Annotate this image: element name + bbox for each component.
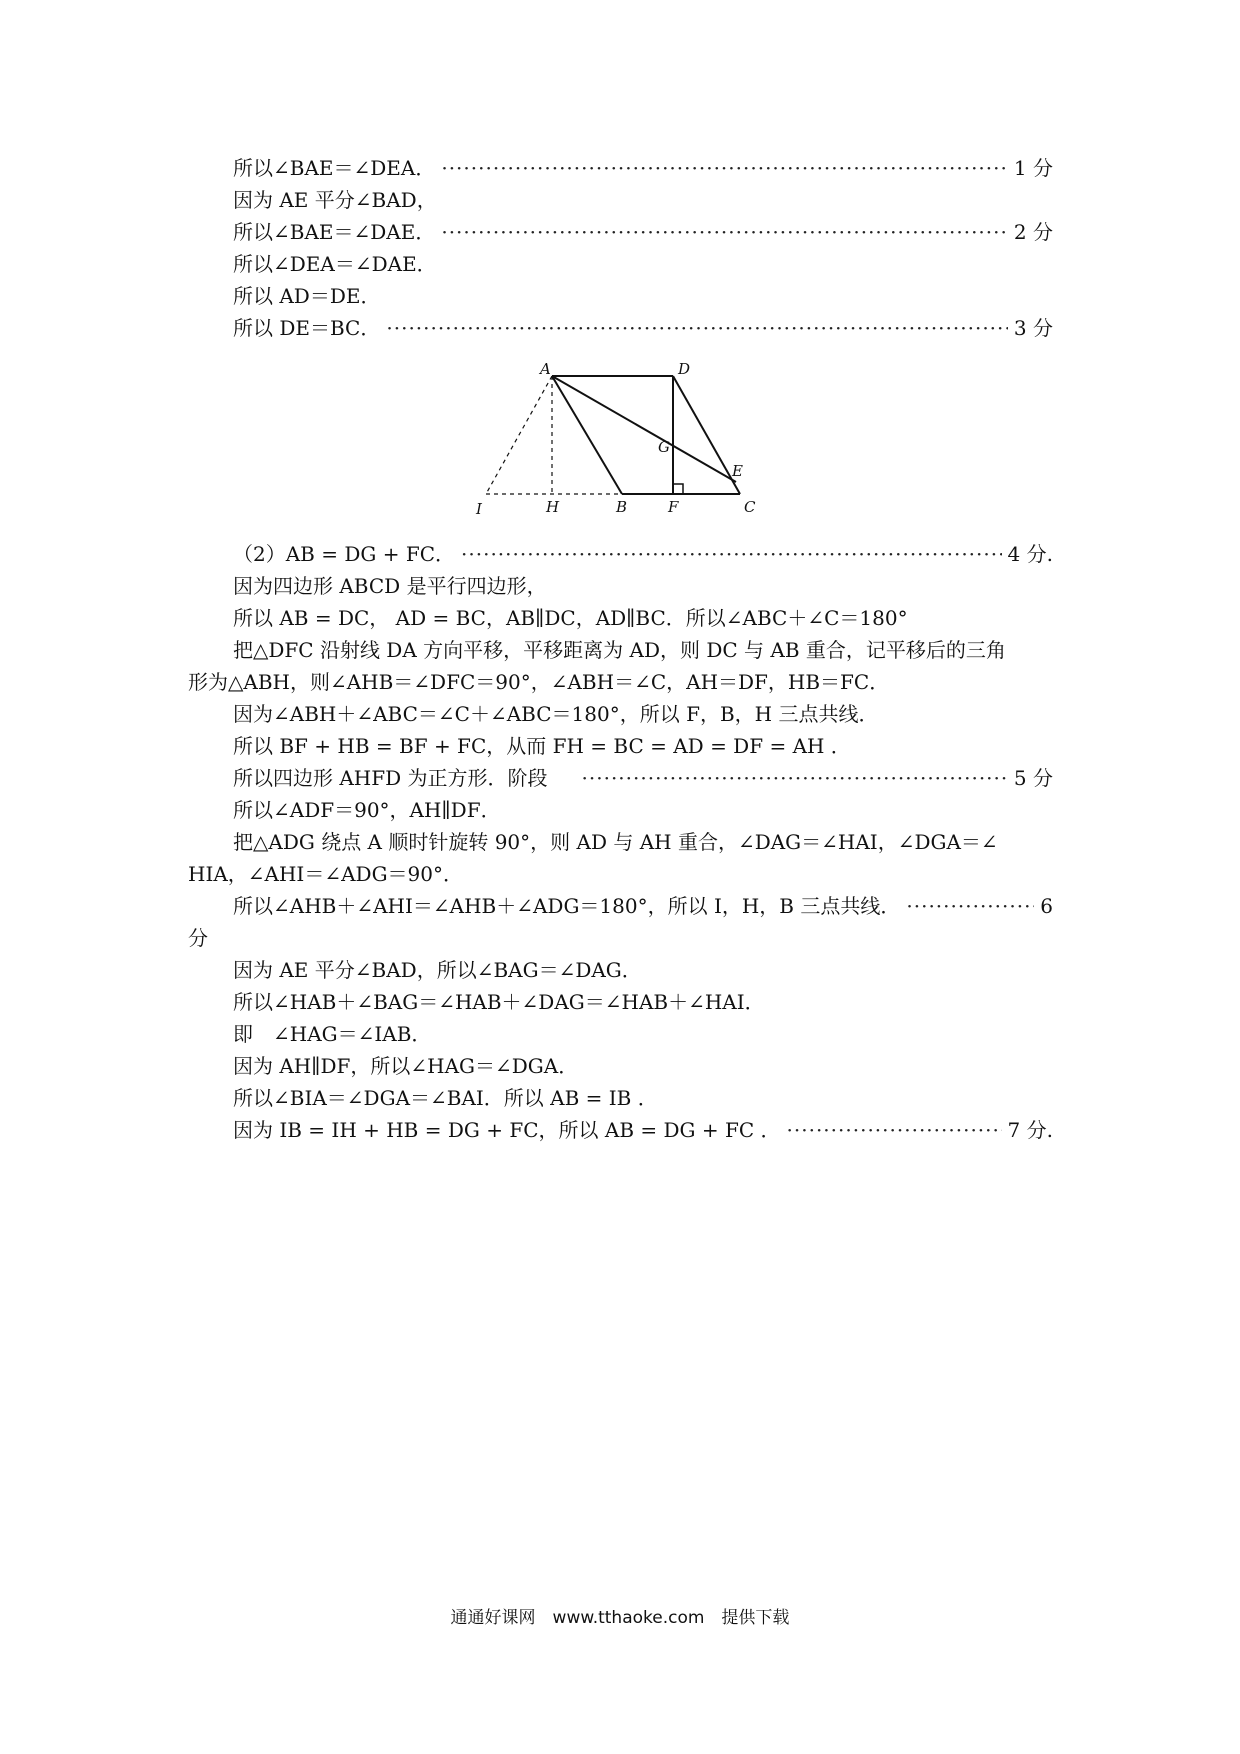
right-angle-mark bbox=[673, 484, 683, 494]
score-label: 6 bbox=[1040, 894, 1053, 918]
score-label: 1 分 bbox=[1013, 156, 1053, 180]
segment-AI-dashed bbox=[486, 376, 552, 494]
page-footer: 通通好课网 www.tthaoke.com 提供下载 bbox=[450, 1608, 790, 1628]
point-label-G: G bbox=[658, 438, 670, 456]
score-label: 7 分. bbox=[1007, 1118, 1053, 1142]
solution-line-8: 因为四边形 ABCD 是平行四边形， bbox=[233, 574, 547, 598]
dot-leader bbox=[441, 152, 1008, 184]
solution-line-3: 所以∠BAE＝∠DAE． ····· 2 分 bbox=[233, 216, 1053, 248]
solution-line-1: 所以∠BAE＝∠DEA． ····· 1 分 bbox=[233, 152, 1053, 184]
solution-line-5: 所以 AD＝DE． bbox=[233, 284, 381, 308]
dot-leader bbox=[386, 312, 1008, 344]
solution-line-15: 所以∠ADF＝90°，AH∥DF． bbox=[233, 798, 501, 822]
dot-leader bbox=[582, 762, 1008, 794]
geometry-figure bbox=[470, 358, 780, 518]
point-label-E: E bbox=[732, 462, 743, 480]
segment-AE bbox=[552, 376, 736, 482]
dot-leader bbox=[461, 538, 1002, 570]
segment-AB bbox=[552, 376, 622, 494]
solution-line-14: 所以四边形 AHFD 为正方形．阶段 ····· 5 分 bbox=[233, 762, 1053, 794]
dot-leader bbox=[441, 216, 1008, 248]
solution-line-13: 所以 BF + HB = BF + FC，从而 FH = BC = AD = DF = AH ． bbox=[233, 734, 851, 758]
solution-line-19: 分 bbox=[188, 926, 208, 950]
point-label-F: F bbox=[668, 498, 679, 516]
solution-line-21: 所以∠HAB＋∠BAG＝∠HAB＋∠DAG＝∠HAB＋∠HAI． bbox=[233, 990, 765, 1014]
solution-line-20: 因为 AE 平分∠BAD，所以∠BAG＝∠DAG． bbox=[233, 958, 642, 982]
solution-line-22: 即 ∠HAG＝∠IAB． bbox=[233, 1022, 432, 1046]
dot-leader bbox=[787, 1114, 1002, 1146]
score-label: 5 分 bbox=[1013, 766, 1053, 790]
score-label: 4 分. bbox=[1007, 542, 1053, 566]
solution-line-24: 所以∠BIA＝∠DGA＝∠BAI．所以 AB = IB ． bbox=[233, 1086, 658, 1110]
point-label-D: D bbox=[678, 360, 691, 378]
dot-leader bbox=[906, 890, 1034, 922]
point-label-A: A bbox=[540, 360, 551, 378]
solution-line-12: 因为∠ABH＋∠ABC＝∠C＋∠ABC＝180°，所以 F，B，H 三点共线． bbox=[233, 702, 879, 726]
solution-line-17: HIA，∠AHI＝∠ADG＝90°． bbox=[188, 862, 463, 886]
point-label-H: H bbox=[546, 498, 560, 516]
solution-line-11: 形为△ABH，则∠AHB＝∠DFC＝90°，∠ABH＝∠C，AH＝DF，HB＝FC． bbox=[188, 670, 890, 694]
segment-DC bbox=[673, 376, 740, 494]
score-label: 3 分 bbox=[1013, 316, 1053, 340]
solution-line-6: 所以 DE＝BC． ····· 3 分 bbox=[233, 312, 1053, 344]
solution-line-4: 所以∠DEA＝∠DAE． bbox=[233, 252, 437, 276]
solution-line-23: 因为 AH∥DF，所以∠HAG＝∠DGA． bbox=[233, 1054, 579, 1078]
point-label-C: C bbox=[744, 498, 756, 516]
point-label-B: B bbox=[616, 498, 628, 516]
solution-line-10: 把△DFC 沿射线 DA 方向平移，平移距离为 AD，则 DC 与 AB 重合，记平移后的三角 bbox=[233, 638, 1006, 662]
solution-line-16: 把△ADG 绕点 A 顺时针旋转 90°，则 AD 与 AH 重合，∠DAG＝∠HAI，∠DGA＝∠ bbox=[233, 830, 998, 854]
solution-line-18: 所以∠AHB＋∠AHI＝∠AHB＋∠ADG＝180°，所以 I，H，B 三点共线． ····· 6 bbox=[233, 890, 1053, 922]
solution-line-25: 因为 IB = IH + HB = DG + FC，所以 AB = DG + FC ． ····· 7 分. bbox=[233, 1114, 1053, 1146]
solution-line-9: 所以 AB = DC， AD = BC，AB∥DC，AD∥BC．所以∠ABC＋∠C＝180° bbox=[233, 606, 908, 630]
score-label: 2 分 bbox=[1013, 220, 1053, 244]
solution-line-7: （2）AB = DG + FC． ····· 4 分. bbox=[233, 538, 1053, 570]
point-label-I: I bbox=[476, 500, 482, 518]
solution-line-2: 因为 AE 平分∠BAD， bbox=[233, 188, 437, 212]
